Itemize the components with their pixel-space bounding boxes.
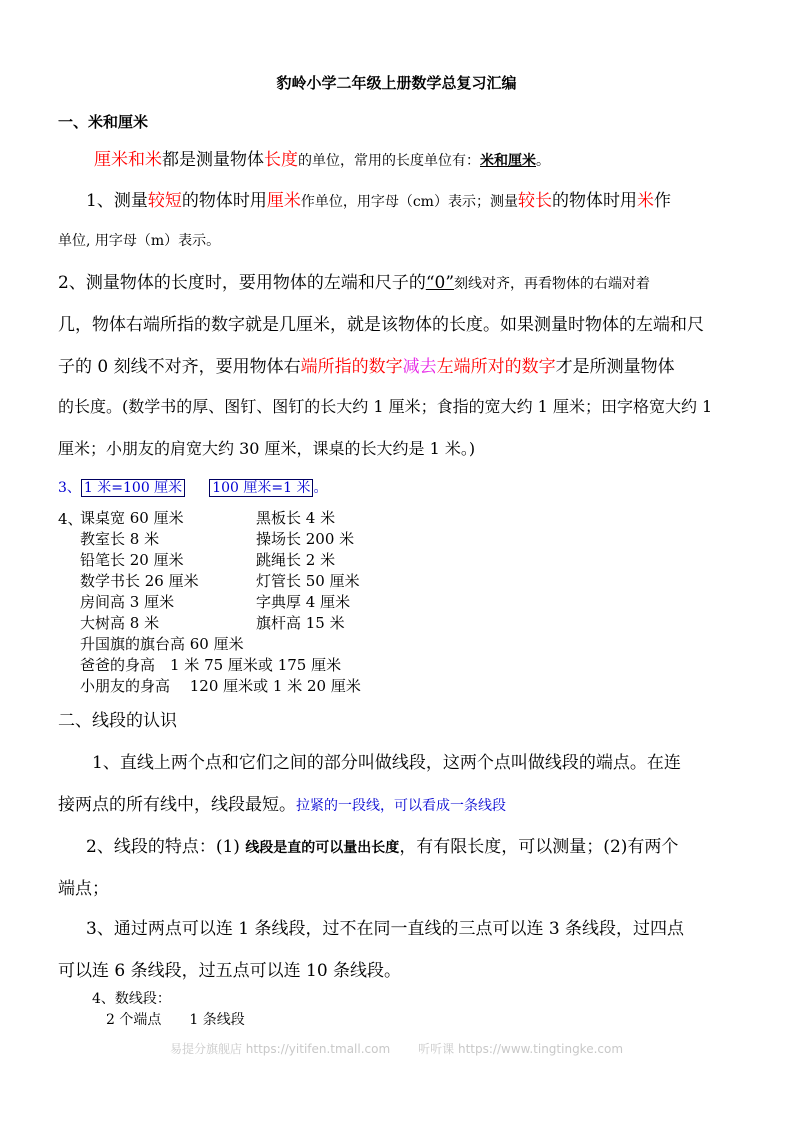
p1-seg6: 的物体时用 bbox=[551, 191, 637, 211]
section2-heading: 二、线段的认识 bbox=[58, 711, 177, 731]
p1-short: 较短 bbox=[147, 191, 182, 211]
page-title: 豹岭小学二年级上册数学总复习汇编 bbox=[276, 74, 517, 92]
p4-right-list bbox=[256, 508, 360, 634]
p1-seg4: 作单位，用字母（cm）表示；测量 bbox=[300, 194, 518, 210]
para2-line1 bbox=[58, 268, 650, 293]
list-item: 房间高 3 厘米 bbox=[80, 593, 175, 611]
p1-m: 米 bbox=[636, 191, 654, 211]
list-item: 小朋友的身高 120 厘米或 1 米 20 厘米 bbox=[80, 677, 361, 695]
para1-line1 bbox=[86, 186, 671, 211]
p3-prefix: 3、 bbox=[58, 480, 81, 496]
p1-cm: 厘米 bbox=[266, 191, 301, 211]
conversion-box-2: 100 厘米=1 米 bbox=[209, 479, 313, 497]
list-item: 操场长 200 米 bbox=[256, 530, 355, 548]
intro-end: 。 bbox=[536, 153, 550, 169]
list-item: 数学书长 26 厘米 bbox=[80, 572, 199, 590]
section1-heading: 一、米和厘米 bbox=[58, 113, 149, 131]
list-item: 升国旗的旗台高 60 厘米 bbox=[80, 635, 244, 653]
p2-l3-red2: 左端所对的数字 bbox=[436, 357, 556, 377]
p2-seg2: 刻线对齐，再看物体的右端对着 bbox=[454, 276, 651, 292]
p2-zero: “0” bbox=[425, 273, 455, 293]
s2-para1-line2 bbox=[58, 790, 506, 815]
p1-seg8: 作 bbox=[653, 191, 671, 211]
list-item: 跳绳长 2 米 bbox=[256, 551, 336, 569]
list-item: 旗杆高 15 米 bbox=[256, 614, 345, 632]
list-item: 爸爸的身高 1 米 75 厘米或 175 厘米 bbox=[80, 656, 342, 674]
intro-text2: 的单位，常用的长度单位有： bbox=[298, 153, 480, 169]
para2-line3 bbox=[58, 352, 675, 377]
s2-p1-blue: 拉紧的一段线，可以看成一条线段 bbox=[296, 798, 506, 814]
intro-line bbox=[94, 145, 550, 170]
conversion-box-1: 1 米=100 厘米 bbox=[81, 479, 185, 497]
s2-para3-line1: 3、通过两点可以连 1 条线段，过不在同一直线的三点可以连 3 条线段，过四点 bbox=[86, 919, 685, 939]
list-item: 课桌宽 60 厘米 bbox=[80, 509, 184, 527]
s2-p2-seg2: ，有有限长度，可以测量；(2)有两个 bbox=[399, 837, 679, 857]
p1-seg0: 1、测量 bbox=[86, 191, 148, 211]
page-footer bbox=[0, 1040, 793, 1057]
p2-l3-red1: 端所指的数字 bbox=[300, 357, 403, 377]
p2-l3-minus: 减去 bbox=[402, 357, 437, 377]
footer-left: 易提分旗舰店 https://yitifen.tmall.com bbox=[169, 1042, 391, 1056]
list-item: 灯管长 50 厘米 bbox=[256, 572, 360, 590]
p4-prefix: 4、 bbox=[58, 510, 83, 528]
intro-length: 长度 bbox=[264, 150, 298, 170]
s2-para3-line2: 可以连 6 条线段，过五点可以连 10 条线段。 bbox=[58, 961, 402, 981]
s2-para4: 4、数线段： bbox=[92, 991, 171, 1007]
footer-right: 听听课 https://www.tingtingke.com bbox=[418, 1042, 624, 1056]
p2-l3-seg4: 才是所测量物体 bbox=[555, 357, 675, 377]
s2-para1-line1: 1、直线上两个点和它们之间的部分叫做线段，这两个点叫做线段的端点。在连 bbox=[92, 753, 681, 773]
list-item: 大树高 8 米 bbox=[80, 614, 160, 632]
p1-seg2: 的物体时用 bbox=[181, 191, 267, 211]
list-item: 黑板长 4 米 bbox=[256, 509, 336, 527]
s2-p1-text: 接两点的所有线中，线段最短。 bbox=[58, 795, 296, 815]
s2-p2-seg0: 2、线段的特点：(1) bbox=[86, 837, 246, 857]
para2-line5: 厘米；小朋友的肩宽大约 30 厘米，课桌的长大约是 1 米。) bbox=[58, 439, 476, 458]
p2-seg0: 2、测量物体的长度时，要用物体的左端和尺子的 bbox=[58, 273, 426, 293]
para2-line4: 的长度。(数学书的厚、图钉、图钉的长大约 1 厘米；食指的宽大约 1 厘米；田字格宽大约 1 bbox=[58, 397, 713, 416]
intro-text: 都是测量物体 bbox=[162, 150, 264, 170]
list-item: 铅笔长 20 厘米 bbox=[80, 551, 184, 569]
list-item: 教室长 8 米 bbox=[80, 530, 160, 548]
s2-p2-bold: 线段是直的可以量出长度 bbox=[245, 840, 400, 856]
para1-line2: 单位, 用字母（m）表示。 bbox=[58, 233, 221, 249]
para2-line2: 几，物体右端所指的数字就是几厘米，就是该物体的长度。如果测量时物体的左端和尺 bbox=[58, 315, 704, 335]
p1-long: 较长 bbox=[517, 191, 552, 211]
list-item: 字典厚 4 厘米 bbox=[256, 593, 351, 611]
s2-para2-line2: 端点； bbox=[58, 879, 109, 899]
intro-term: 厘米和米 bbox=[94, 150, 162, 170]
p3-suffix: 。 bbox=[313, 480, 328, 496]
s2-para4-sub: 2 个端点 1 条线段 bbox=[106, 1012, 245, 1028]
para3 bbox=[58, 477, 327, 497]
intro-units: 米和厘米 bbox=[480, 153, 536, 169]
s2-para2-line1 bbox=[86, 832, 678, 857]
p2-l3-seg0: 子的 0 刻线不对齐，要用物体右 bbox=[58, 357, 301, 377]
